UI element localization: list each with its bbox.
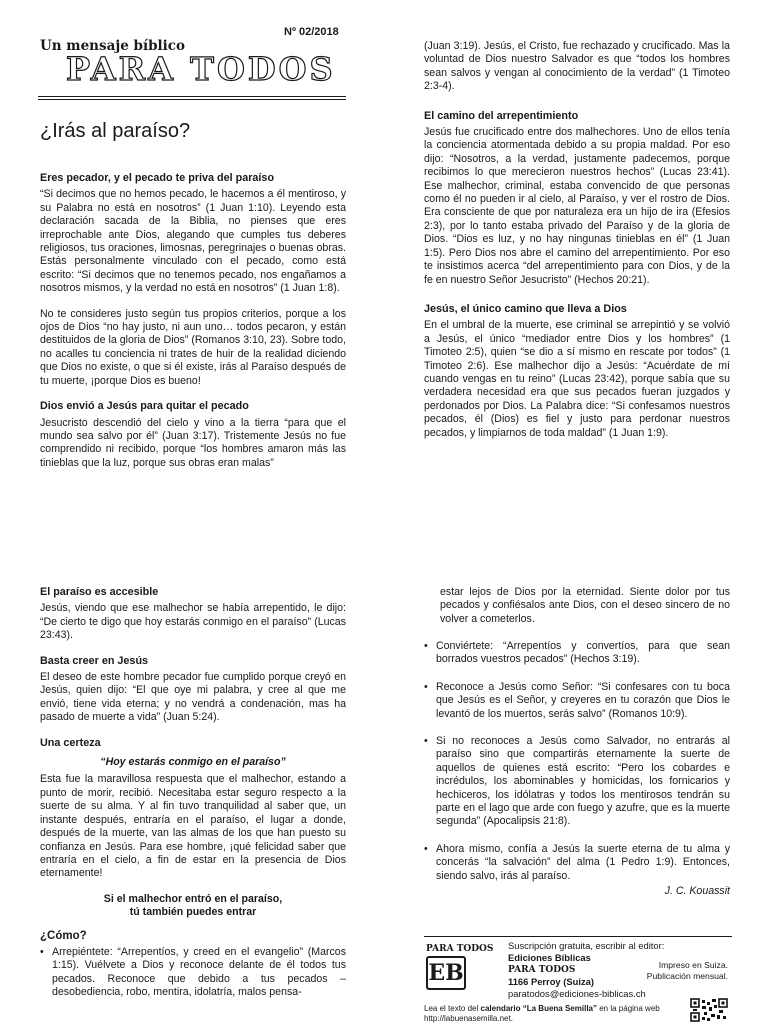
frequency: Publicación mensual. <box>646 970 728 981</box>
footer-rule <box>424 936 732 937</box>
section-heading: Dios envió a Jesús para quitar el pecado <box>40 400 249 413</box>
email-link[interactable]: paratodos@ediciones-biblicas.ch <box>508 988 646 999</box>
author: J. C. Kouassit <box>664 885 730 898</box>
section-heading: El camino del arrepentimiento <box>424 109 579 122</box>
publisher-name: Ediciones Bíblicas <box>508 952 591 963</box>
column-bottom-left <box>40 586 346 1014</box>
subscription-line: Suscripción gratuita, escribir al editor: <box>508 940 665 951</box>
header-rule-2 <box>38 99 346 100</box>
header-rule <box>38 96 346 97</box>
callout-line-2: tú también puedes entrar <box>129 906 257 919</box>
publisher-logo: EB <box>426 956 466 990</box>
paragraph: Jesús, viendo que ese malhechor se había arrepentido, le dijo: “De cierto te digo que hoy estarás conmigo en el paraíso” (Lucas 23:43). <box>40 602 346 642</box>
section-heading: El paraíso es accesible <box>40 586 159 598</box>
section-heading: Jesús, el único camino que lleva a Dios <box>424 302 627 315</box>
print-info <box>640 960 728 981</box>
quote: “Hoy estarás conmigo en el paraíso” <box>100 756 286 769</box>
bullet-list <box>424 640 730 883</box>
paragraph: Jesucristo descendió del cielo y vino a la tierra “para que el mundo sea salvo por él” (Juan 3:17). Tristemente Jesús no fue comprendido ni recibido, porque “los hombres amaron más las tinieblas que la luz, porque sus obras eran malas” <box>40 416 346 469</box>
paragraph: Jesús fue crucificado entre dos malhechores. Uno de ellos tenía la conciencia atormentada debido a su propia maldad. Por eso dijo: “Nosotros, a la verdad, justamente padecemos, porque recibimos lo que merecieron nuestros hechos” (Lucas 23:41). Ese malhechor, criminal, estaba convencido de que personas como él no pueden ir al cielo, al Paraíso, y ver el rostro de Dios. Era consciente de que por naturaleza era un hijo de ira (Efesios 2:3), por lo tanto estaba privado del Paraíso y de la gloria de Dios. “Dios es luz, y no hay ningunas tinieblas en él” (1 Juan 1:5). Pero Dios nos abre el camino del arrepentimiento. Por eso te insistimos acerca “del arrepentimiento para con Dios, y de la fe en nuestro Señor Jesucristo” (Hechos 20:21). <box>424 126 730 286</box>
paragraph: “Si decimos que no hemos pecado, le hacemos a él mentiroso, y su Palabra no está en nosotros” (1 Juan 1:10). Leyendo esta declaración sacada de la Biblia, no pienses que eres irreprochable ante Dios, alegando que cumples tus deberes religiosos, tus oraciones, limosnas, peregrinajes o buenas obras. Estás personalmente vinculado con el pecado, como está escrito: “Si decimos que no tenemos pecado, nos engañamos a nosotros mismos, y la verdad no está en nosotros” (1 Juan 1:8). <box>40 188 346 295</box>
issue-number: Nº 02/2018 <box>284 26 339 38</box>
section-heading: Basta creer en Jesús <box>40 654 149 667</box>
bullet-list <box>40 946 346 1000</box>
brand-logo: PARA TODOS <box>66 50 336 88</box>
note-text: Lea el texto del <box>424 1004 479 1013</box>
paragraph: No te consideres justo según tus propios criterios, porque a los ojos de Dios “no hay justo, ni aun uno… todos pecaron, y están destituidos de la gloria de Dios” (Romanos 3:10, 23). Sobre todo, no acalles tu conciencia ni trates de huir de la realidad diciendo que Dios no existe, o que si él existe, irás al Paraíso después de tu muerte, ¡porque Dios es bueno! <box>40 307 346 387</box>
publication-name: PARA TODOS <box>508 965 576 975</box>
column-top-left <box>40 172 346 482</box>
paragraph: El deseo de este hombre pecador fue cumplido porque creyó en Jesús, quien dijo: “El que oye mi palabra, y cree al que me envió, tiene vida eterna; y no vendrá a condenación, mas ha pasado de muerte a vida” (Juan 5:24). <box>40 671 346 724</box>
page-title: ¿Irás al paraíso? <box>40 120 191 142</box>
footer-logo-text: PARA TODOS <box>426 944 494 954</box>
paragraph: En el umbral de la muerte, ese criminal se arrepintió y se volvió a Jesús, el único “mediador entre Dios y los hombres” (1 Timoteo 2:5), quien “se dio a sí mismo en rescate por todos” (1 Timoteo 2:6). Ese malhechor dijo a Jesús: “Acuérdate de mí cuando vengas en tu reino” (Lucas 23:42), porque sabía que su verdadera necesidad era que sus pecados fueran juzgados y perdonados por Dios. La Palabra dice: “Si confesamos nuestros pecados, él (Dios) es fiel y justo para perdonar nuestros pecados, y limpiarnos de toda maldad” (1 Juan 1:9). <box>424 319 730 439</box>
calendar-name: calendario “La Buena Semilla” <box>480 1004 597 1013</box>
note-text-2: en la página web <box>599 1004 660 1013</box>
paragraph: Esta fue la maravillosa respuesta que el malhechor, estando a punto de morir, recibió. Necesitaba estar seguro respecto a la suerte de su alma. Y al fin tuvo tranquilidad al saber que, un instante después, entraría en el paraíso, el lugar a donde, después de la muerte, van las almas de los que han puesto su confianza en Jesús. Para ese hombre, ¡qué felicidad saber que entraría en el cielo, a fin de estar en la presencia de Dios eternamente! <box>40 773 346 880</box>
list-item: • Ahora mismo, confía a Jesús la suerte eterna de tu alma y concerás “la salvación” del alma (1 Pedro 1:9). Entonces, siendo salvo, irás al paraíso. <box>424 843 730 883</box>
list-item: • Si no reconoces a Jesús como Salvador, no entrarás al paraíso sino que compartirás eternamente la suerte de aquellos de quienes está escrito: “Pero los cobardes e incrédulos, los abominables y homicidas, los fornicarios y hechiceros, los idólatras y todos los mentirosos tendrán su parte en el lago que arde con fuego y azufre, que es la muerte segunda” (Apocalipsis 21:8). <box>424 735 730 829</box>
website-note <box>424 1004 694 1024</box>
list-item: • Conviértete: “Arrepentíos y convertíos, para que sean borrados vuestros pecados” (Hechos 3:19). <box>424 640 730 667</box>
section-heading: Una certeza <box>40 736 101 749</box>
list-item: • Reconoce a Jesús como Señor: “Si confesares con tu boca que Jesús es el Señor, y creyeres en tu corazón que Dios le levantó de los muertos, serás salvo” (Romanos 10:9). <box>424 681 730 721</box>
section-heading: ¿Cómo? <box>40 929 87 942</box>
paragraph: (Juan 3:19). Jesús, el Cristo, fue rechazado y crucificado. Mas la voluntad de Dios nuestro Salvador es que “todos los hombres sean salvos y vengan al conocimiento de la verdad” (1 Timoteo 2:3-4). <box>424 40 730 93</box>
printed-in: Impreso en Suiza. <box>658 960 728 970</box>
qr-code-icon <box>690 998 728 1022</box>
column-bottom-right <box>440 586 730 640</box>
column-top-right <box>424 40 730 452</box>
address: 1166 Perroy (Suiza) <box>508 976 594 987</box>
paragraph: estar lejos de Dios por la eternidad. Siente dolor por tus pecados y confiésalos ante Dios, con el deseo sincero de no volver a cometerlos. <box>440 586 730 625</box>
list-item: • Arrepiéntete: “Arrepentíos, y creed en el evangelio” (Marcos 1:15). Vuélvete a Dios y reconoce delante de él todos tus pecados. Reconoce que debido a tus pecados –desobediencia, robo, mentira, idolatría, malos pensa- <box>40 946 346 1000</box>
section-heading: Eres pecador, y el pecado te priva del paraíso <box>40 172 275 184</box>
callout-line-1: Si el malhechor entró en el paraíso, <box>103 892 283 905</box>
website-link[interactable]: http://labuenasemilla.net. <box>424 1014 513 1023</box>
kicker: Un mensaje bíblico <box>40 38 185 54</box>
column-bottom-right-list <box>424 640 730 899</box>
